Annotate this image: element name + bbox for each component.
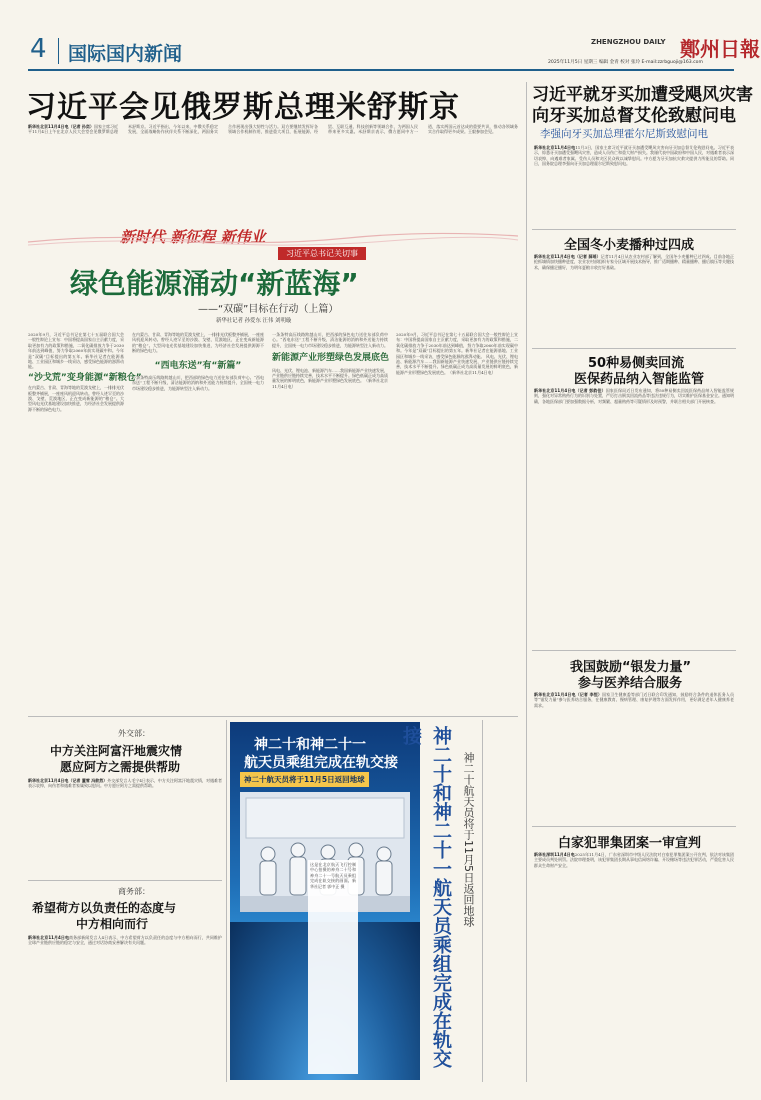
- page-number-divider: [58, 38, 59, 64]
- main-story-body: [28, 124, 518, 196]
- brief-column-text: 外交部发言人毛宁4日表示，中方关注阿富汗地震灾情，对遇难者表示哀悼，向伤者和遇难者家属致以慰问。中方愿应阿方之需提供帮助。: [28, 778, 223, 789]
- poster-banner: 神二十航天员将于11月5日返回地球: [240, 772, 369, 787]
- feature-subhead: ——“双碳”目标在行动（上篇）: [198, 304, 339, 315]
- banner-wave-lines: [28, 228, 518, 248]
- feature-byline: 新华社记者 孙爱东 汪伟 刘明璇: [216, 318, 292, 324]
- jamaica-headline-1: 习近平就牙买加遭受飓风灾害: [532, 85, 753, 105]
- masthead: [28, 34, 760, 74]
- brief-commerce-label: 商务部：: [118, 887, 150, 896]
- main-story-text: 国家主席习近平11月4日上午在北京人民大会堂会见俄罗斯总理米舒斯京。习近平指出，今年以来，中俄关系稳定发展，全面战略协作伙伴关系不断深化，两国务实合作展现出强大韧性与活力。双方要继续发挥好各领域合作机制作用，推进重大项目，拓展能源、经贸、互联互通、科技创新等领域合作，为两国人民带来更多实惠。米舒斯京表示，俄方愿同中方一道，落实两国元首达成的重要共识，推动各领域务实合作取得更多成果。王毅参加会见。: [28, 124, 518, 135]
- section-title: 国际国内新闻: [68, 43, 183, 65]
- feature-para-d: 风电、光伏、锂电池、新能源汽车……我国新能源产业快速发展，产业链供应链持续完善，技术水平不断提升。绿色低碳正成为高质量发展的鲜明底色，新能源产业形塑绿色发展底色。（新华社北京11月4日电）: [272, 367, 388, 389]
- feature-col-1: [28, 332, 142, 712]
- medical-text: 国家医保局近日发布通知，将50种易侧卖回流医保药品纳入智能监管规则，强化对异常购药行为的识别与处置，严厉打击倒卖回流药品等违法违规行为，切实维护医保基金安全。通知明确，各地医保部门要加强数据分析，对频繁、超量购药等可疑情形及时预警，并联合相关部门开展核查。: [534, 388, 734, 404]
- banner-slogan: 新时代 新征程 新伟业: [120, 228, 266, 246]
- feature-col-4: [396, 332, 518, 712]
- jamaica-headline-2: 向牙买加总督艾伦致慰问电: [532, 106, 736, 126]
- space-vertical-subhead: 神二十航天员将于11月5日返回地球: [462, 752, 475, 927]
- masthead-rule: [28, 69, 734, 71]
- paper-english-name: ZHENGZHOU DAILY: [591, 38, 666, 46]
- divider-main-right: [526, 82, 527, 1082]
- jamaica-body: [534, 145, 734, 225]
- wheat-text: 记者11月4日从农业农村部了解到，全国冬小麦播种已过四成。目前各地正抢抓墒情加快播种进度，农业农村部组织专家分区域开展技术指导，推广适期播种、精量播种、播后镇压等关键技术，确保播足播好，为明年夏粮丰收打好基础。: [534, 254, 734, 270]
- divider-right-3: [532, 650, 736, 651]
- paper-logo: 鄭州日報: [680, 37, 760, 61]
- feature-para-a: 2020年9月，习近平总书记在第七十五届联合国大会一般性辩论上宣布：中国将提高国家自主贡献力度，采取更加有力的政策和措施，二氧化碳排放力争于2030年前达到峰值，努力争取2060年前实现碳中和。今年是“双碳”目标提出的第五年。新华社记者在能源基地、工业园区和城乡一线采访，感受绿色能源的澎湃动能。: [28, 332, 124, 370]
- brief-column-body: [28, 778, 222, 878]
- brief-column-lead: 新华社北京11月4日电（记者 董雪 冯歆然）: [28, 778, 108, 783]
- space-caption-text: 这是在北京航天飞行控制中心拍摄的神舟二十号和神舟二十一号航天员乘组完成在轨交接的画面。新华社记者 郭中正 摄: [310, 862, 356, 889]
- silver-text: 国家卫生健康委等部门近日联合印发通知，鼓励符合条件的退休医务人员等“银发力量”参与医养结合服务，在健康教育、慢病管理、康复护理等方面发挥作用，更好满足老年人健康养老需求。: [534, 692, 735, 708]
- silver-headline-2: 参与医养结合服务: [578, 676, 683, 691]
- space-vertical-headline: 神二十和神二十一航天员乘组完成在轨交接: [400, 726, 452, 1068]
- feature-section-head-1: “沙戈荒”变身能源“新粮仓”: [28, 372, 142, 383]
- feature-para-c: 一条条特高压线路跨越山川，把西部的绿色电力送往东部负荷中心。“西电东送”工程不断升级，清洁能源的消纳和外送能力持续提升，全国统一电力市场建设稳步推进，为能源转型注入新动力。: [132, 375, 264, 391]
- brief-column-headline-2: 愿应阿方之需提供帮助: [60, 760, 181, 774]
- brief-commerce-lead: 新华社北京11月4日电: [28, 935, 70, 940]
- main-headline: 习近平会见俄罗斯总理米舒斯京: [26, 90, 460, 125]
- page-number: 4: [30, 34, 47, 64]
- feature-para-b: 在内蒙古、甘肃、青海等地的荒漠戈壁上，一排排光伏板整齐铺展，一座座风机迎风转动。曾经人迹罕至的沙漠、戈壁、荒漠地区，正在变成新能源的“粮仓”。大型风电光伏基地建设加快推进，为经济社会发展提供源源不断的绿色电力。: [28, 385, 124, 412]
- divider-right-2: [532, 348, 736, 349]
- brief-commerce-headline-1: 希望荷方以负责任的态度与: [32, 901, 177, 915]
- main-story-lead: 新华社北京11月4日电（记者 孙奕）: [28, 124, 94, 129]
- feature-para-a2: 2020年9月，习近平总书记在第七十五届联合国大会一般性辩论上宣布：中国将提高国家自主贡献力度，采取更加有力的政策和措施，二氧化碳排放力争于2030年前达到峰值，努力争取2060年前实现碳中和。今年是“双碳”目标提出的第五年。新华社记者在能源基地、工业园区和城乡一线采访，感受绿色能源的澎湃动能。: [396, 332, 518, 359]
- silver-headline-1: 我国鼓励“银发力量”: [570, 660, 692, 675]
- medical-headline-2: 医保药品纳入智能监管: [574, 372, 705, 387]
- poster-title-1: 神二十和神二十一: [254, 737, 366, 753]
- brief-column-label: 外交部：: [118, 729, 150, 738]
- divider-briefs: [28, 880, 222, 881]
- jamaica-text: 11月3日，国家主席习近平就牙买加遭受飓风灾害向牙买加总督艾伦致慰问电。习近平表示，惊悉牙买加遭受强飓风灾害，造成人员伤亡和重大财产损失。我谨代表中国政府和中国人民，对遇难者表示深切哀悼，向遇难者家属、受伤人员和灾区民众致以诚挚慰问。中方愿为牙买加抗灾救灾提供力所能及的帮助。同日，国务院总理李强向牙买加总理霍尔尼斯致慰问电。: [534, 145, 734, 167]
- medical-lead: 新华社北京11月4日电（记者 彭韵佳）: [534, 388, 606, 393]
- feature-section-head-2: “西电东送”有“新篇”: [154, 360, 242, 371]
- jamaica-lead: 新华社北京11月4日电: [534, 145, 576, 150]
- medical-headline-1: 50种易侧卖回流: [588, 356, 685, 371]
- silver-body: [534, 692, 734, 822]
- brief-column-headline-1: 中方关注阿富汗地震灾情: [50, 744, 183, 758]
- crime-text: 2025年11月4日，广东省深圳市中级人民法院对白家犯罪集团案公开宣判，依法对该集团主要成员判处刑罚。法院审理查明，该犯罪集团长期从事电信网络诈骗、开设赌场等违法犯罪活动，严重危害人民群众生命财产安全。: [534, 852, 734, 868]
- divider-bottom-right: [482, 720, 483, 1082]
- feature-col-3: [272, 332, 388, 712]
- crime-body: [534, 852, 734, 1082]
- banner-tag: 习近平总书记关切事: [278, 247, 366, 260]
- dateline: 2025年11月5日 星期三 编辑 金青 校对 张玲 E-mail:zzrbguoji@163.com: [548, 60, 703, 65]
- feature-para-d2: 风电、光伏、锂电池、新能源汽车……我国新能源产业快速发展，产业链供应链持续完善，技术水平不断提升。绿色低碳正成为高质量发展的鲜明底色，新能源产业形塑绿色发展底色。（新华社北京11月4日电）: [396, 353, 518, 375]
- feature-section-head-3: 新能源产业形塑绿色发展底色: [272, 353, 390, 364]
- banner-wave: [28, 228, 518, 248]
- brief-commerce-text: 商务部新闻发言人4日表示，中方希望荷方以负责任的态度与中方相向而行，共同维护全球产业链供应链的稳定与安全，通过对话协商妥善解决有关问题。: [28, 935, 222, 946]
- feature-headline: 绿色能源涌动“新蓝海”: [70, 267, 359, 300]
- divider-space-left: [226, 720, 227, 1082]
- crime-headline: 白家犯罪集团案一审宣判: [558, 836, 702, 851]
- feature-col-2: [132, 332, 264, 712]
- divider-right-1: [532, 229, 736, 230]
- feature-para-b2: 在内蒙古、甘肃、青海等地的荒漠戈壁上，一排排光伏板整齐铺展，一座座风机迎风转动。曾经人迹罕至的沙漠、戈壁、荒漠地区，正在变成新能源的“粮仓”。大型风电光伏基地建设加快推进，为经济社会发展提供源源不断的绿色电力。: [132, 332, 264, 354]
- silver-lead: 新华社北京11月4日电（记者 李恒）: [534, 692, 602, 697]
- poster-title-2: 航天员乘组完成在轨交接: [244, 755, 398, 771]
- feature-para-c2: 一条条特高压线路跨越山川，把西部的绿色电力送往东部负荷中心。“西电东送”工程不断升级，清洁能源的消纳和外送能力持续提升，全国统一电力市场建设稳步推进，为能源转型注入新动力。: [272, 332, 388, 348]
- divider-bottom-left: [28, 716, 518, 717]
- brief-commerce-headline-2: 中方相向而行: [76, 917, 149, 931]
- divider-right-4: [532, 826, 736, 827]
- brief-commerce-body: [28, 935, 222, 1083]
- crime-lead: 新华社深圳11月4日电: [534, 852, 575, 857]
- space-caption: [308, 860, 358, 1074]
- wheat-body: [534, 254, 734, 346]
- jamaica-subhead: 李强向牙买加总理霍尔尼斯致慰问电: [540, 128, 708, 140]
- wheat-headline: 全国冬小麦播种过四成: [564, 238, 695, 253]
- module-panel: [246, 798, 404, 838]
- medical-body: [534, 388, 734, 650]
- wheat-lead: 新华社北京11月4日电（记者 薛瑶）: [534, 254, 601, 259]
